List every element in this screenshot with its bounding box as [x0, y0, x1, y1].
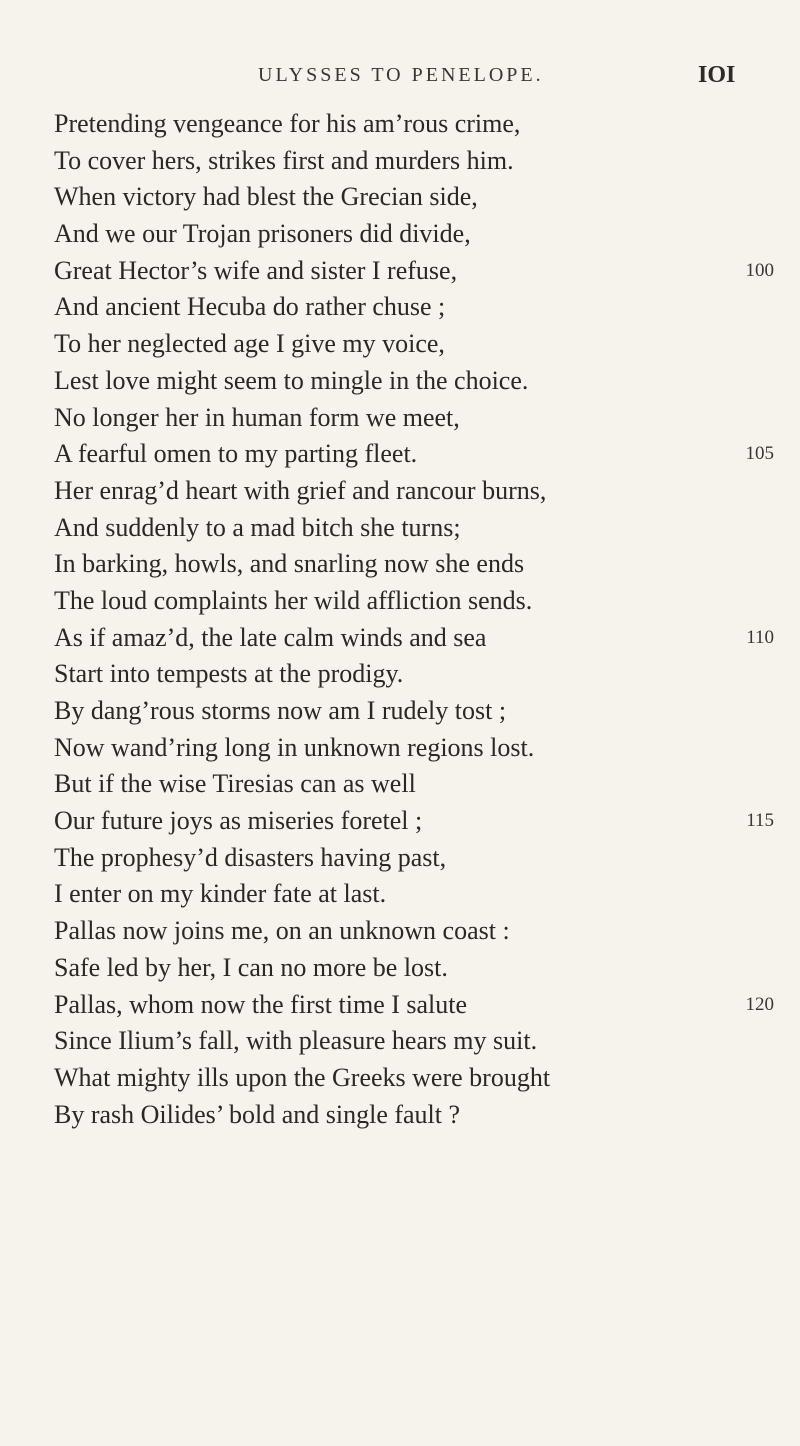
- verse-text: By rash Oilides’ bold and single fault ?: [54, 1099, 461, 1129]
- verse-text: Pretending vengeance for his am’rous crime,: [54, 109, 521, 138]
- verse-text: Now wand’ring long in unknown regions lost.: [54, 732, 535, 762]
- verse-line: [54, 656, 774, 693]
- verse-text: A fearful omen to my parting fleet.: [54, 439, 418, 469]
- verse-text: And we our Trojan prisoners did divide,: [54, 219, 471, 249]
- verse-line: [54, 693, 774, 730]
- verse-line: [54, 510, 774, 547]
- verse-text: Lest love might seem to mingle in the choice.: [54, 365, 529, 395]
- verse-text: Safe led by her, I can no more be lost.: [54, 952, 448, 982]
- verse-text: And ancient Hecuba do rather chuse ;: [54, 292, 446, 322]
- verse-line: [54, 766, 774, 803]
- line-number: 120: [745, 993, 774, 1015]
- verse-line: [54, 143, 774, 180]
- verse-line: [54, 840, 774, 877]
- verse-text: No longer her in human form we meet,: [54, 402, 460, 432]
- verse-text: But if the wise Tiresias can as well: [54, 769, 416, 799]
- verse-text: To her neglected age I give my voice,: [54, 329, 445, 359]
- verse-line: [54, 583, 774, 620]
- verse-line: [54, 1023, 774, 1060]
- verse-line: [54, 876, 774, 913]
- line-number: 115: [746, 810, 774, 832]
- verse-text: When victory had blest the Grecian side,: [54, 182, 478, 212]
- verse-line: [54, 179, 774, 216]
- line-number: 100: [745, 259, 774, 281]
- verse-line: [54, 620, 774, 657]
- page-number: IOI: [698, 62, 736, 88]
- verse-text: What mighty ills upon the Greeks were brought: [54, 1062, 551, 1092]
- verse-text: Pallas, whom now the first time I salute: [54, 989, 468, 1019]
- verse-line: [54, 950, 774, 987]
- verse-text: I enter on my kinder fate at last.: [54, 879, 387, 909]
- verse-line: [54, 400, 774, 437]
- verse-line: [54, 473, 774, 510]
- verse-text: Her enrag’d heart with grief and rancour burns,: [54, 475, 547, 505]
- verse-text: Our future joys as miseries foretel ;: [54, 806, 423, 836]
- verse-text: The prophesy’d disasters having past,: [54, 842, 447, 872]
- verse-text: Pallas now joins me, on an unknown coast :: [54, 916, 510, 946]
- verse-text: By dang’rous storms now am I rudely tost ;: [54, 696, 507, 725]
- verse-line: [54, 1060, 774, 1097]
- verse-text: The loud complaints her wild affliction sends.: [54, 585, 533, 615]
- verse-text: And suddenly to a mad bitch she turns;: [54, 512, 461, 542]
- verse-line: [54, 987, 774, 1024]
- running-title: ULYSSES TO PENELOPE.: [258, 64, 544, 86]
- page-header: [0, 64, 800, 104]
- verse-line: [54, 913, 774, 950]
- line-number: 105: [745, 443, 774, 465]
- verse-line: [54, 803, 774, 840]
- verse-text: Great Hector’s wife and sister I refuse,: [54, 255, 458, 285]
- verse-line: [54, 1097, 774, 1134]
- poem-text: [54, 106, 774, 1133]
- verse-line: [54, 106, 774, 143]
- verse-line: [54, 546, 774, 583]
- verse-text: To cover hers, strikes first and murders him.: [54, 145, 514, 175]
- verse-line: [54, 289, 774, 326]
- verse-text: In barking, howls, and snarling now she ends: [54, 549, 525, 579]
- verse-text: As if amaz’d, the late calm winds and sea: [54, 622, 487, 652]
- verse-line: [54, 436, 774, 473]
- verse-text: Start into tempests at the prodigy.: [54, 659, 404, 689]
- verse-line: [54, 730, 774, 767]
- verse-line: [54, 216, 774, 253]
- line-number: 110: [746, 626, 774, 648]
- verse-line: [54, 253, 774, 290]
- verse-line: [54, 363, 774, 400]
- verse-line: [54, 326, 774, 363]
- verse-text: Since Ilium’s fall, with pleasure hears my suit.: [54, 1026, 538, 1056]
